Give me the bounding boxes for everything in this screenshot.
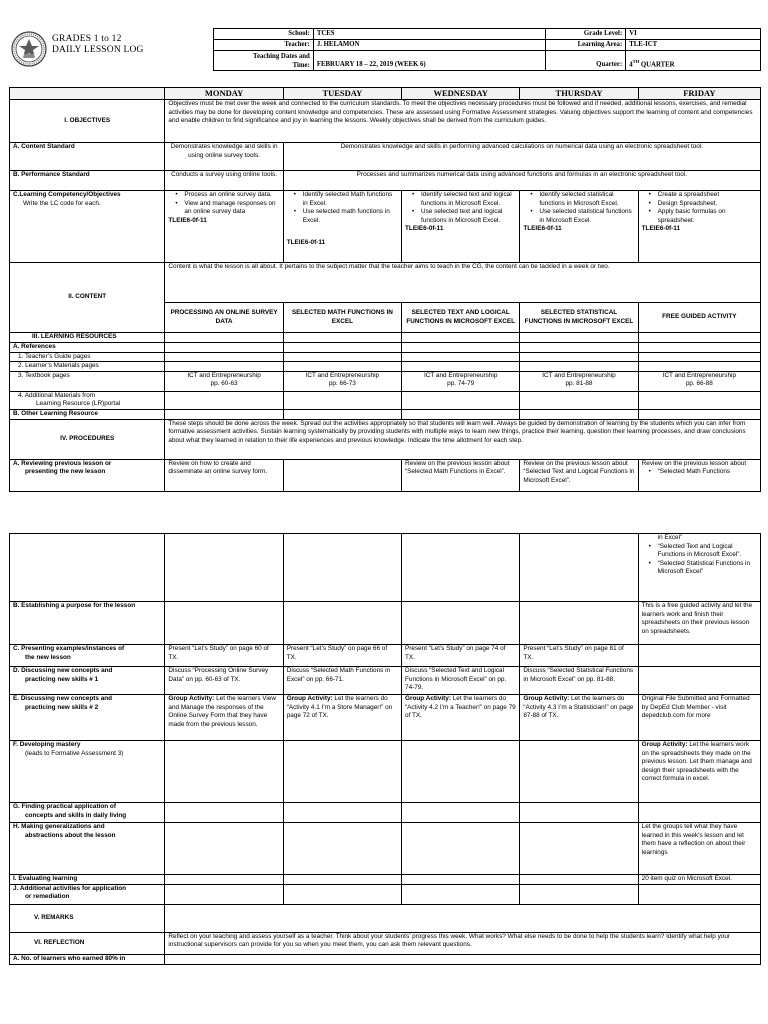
content-standard-monday: Demonstrates knowledge and skills in using online survey tools. [165,143,283,171]
day-wednesday: WEDNESDAY [402,88,520,100]
step-d-wednesday: Discuss “Selected Text and Logical Functions in Microsoft Excel” on pp. 74-79. [402,667,520,695]
textbook-thursday: ICT and Entrepreneurship pp. 81-88 [520,371,638,391]
day-tuesday: TUESDAY [283,88,401,100]
content-friday: FREE GUIDED ACTIVITY [638,303,760,333]
textbook-wednesday: ICT and Entrepreneurship pp. 74-79 [402,371,520,391]
objectives-text: Objectives must be met over the week and connected to the curriculum standards. To meet the objectives necessary procedures must be followed and if needed, additional lessons, exercises, and remedial activities may be done for developing content knowledge and competencies. These are assessed using Formative Assessment strategies. Valuing objectives support the learning of content and competencies and enable children to find significance and joy in learning the lessons. Weekly objectives shall be derived from the curriculum guides. [165,100,761,143]
step-e-label: E. Discussing new concepts and practicing new skills # 2 [10,695,165,741]
competency-thursday: • Identify selected statistical functions in Microsoft Excel. • Use selected statistical functions in Microsoft Excel. TLEIE6-0f-11 [520,191,638,263]
teacher-value: J. HELAMON [313,40,546,51]
quarter-label: Quarter: [546,51,626,71]
competency-tuesday: • Identify selected Math functions in Excel. • Use selected math functions in Excel. TLEIE6-0f-11 [283,191,401,263]
dll-table-page-1 [9,87,761,492]
step-a-tuesday [283,459,401,491]
school-value: TCES [313,29,546,40]
school-label: School: [214,29,314,40]
procedures-label: IV. PROCEDURES [10,419,165,459]
reflection-text: Reflect on your teaching and assess yourself as a teacher. Think about your students’ progress this week. What works? What else needs to be done to help the students learn? Identify what help your instructional supervisors can provide for you so when you meet them, you can ask them relevant questions. [165,932,761,954]
step-c-tuesday: Present “Let’s Study” on page 66 of TX. [283,645,401,667]
step-i-friday: 20 item quiz on Microsoft Excel. [638,875,760,885]
step-d-tuesday: Discuss “Selected Math Functions in Excel” on pp. 66-71. [283,667,401,695]
log-title [52,34,144,56]
learners-80-label: A. No. of learners who earned 80% in [10,954,165,964]
additional-materials-label: 4. Additional Materials from Learning Resource (LR)portal [10,391,165,409]
remarks-area [165,904,761,932]
title-line-2: DAILY LESSON LOG [52,45,144,55]
area-label: Learning Area: [546,40,626,51]
step-h-label: H. Making generalizations and abstractions about the lesson [10,823,165,875]
step-f-friday: Group Activity: Let the learners work on the spreadsheets they made on the previous lesson. Let them manage and design their spreadsheets with the correct formula in excel. [638,741,760,803]
step-d-monday: Discuss “Processing Online Survey Data” on pp. 60-63 of TX. [165,667,283,695]
step-c-monday: Present “Let’s Study” on page 60 of TX. [165,645,283,667]
content-standard-label: A. Content Standard [10,143,165,171]
step-c-wednesday: Present “Let’s Study” on page 74 of TX. [402,645,520,667]
dates-value: FEBRUARY 18 – 22, 2019 (WEEK 6) [313,51,546,71]
step-e-friday: Original File Submitted and Formatted by DepEd Club Member - visit depedclub.com for more [638,695,760,741]
step-g-label: G. Finding practical application of concepts and skills in daily living [10,803,165,823]
remarks-label: V. REMARKS [10,904,165,932]
competency-wednesday: • Identify selected text and logical functions in Microsoft Excel. • Use selected text and logical functions in Microsoft Excel. TLEIE6-0f-11 [402,191,520,263]
dll-table-page-2 [9,533,761,965]
step-e-tuesday: Group Activity: Let the learners do “Activity 4.1 I’m a Store Manager!” on page 72 of TX. [283,695,401,741]
step-e-wednesday: Group Activity: Let the learners do “Activity 4.2 I’m a Teacher!” on page 79 of TX. [402,695,520,741]
textbook-friday: ICT and Entrepreneurship pp. 66-88 [638,371,760,391]
performance-standard-label: B. Performance Standard [10,171,165,191]
step-c-label: C. Presenting examples/instances of the new lesson [10,645,165,667]
teacher-label: Teacher: [214,40,314,51]
page-header [9,28,761,74]
step-i-label: I. Evaluating learning [10,875,165,885]
day-monday: MONDAY [165,88,283,100]
step-j-label: J. Additional activities for application or remediation [10,884,165,904]
textbook-pages-label: 3. Textbook pages [10,371,165,391]
content-monday: PROCESSING AN ONLINE SURVEY DATA [165,303,283,333]
performance-standard-rest: Processes and summarizes numerical data using advanced functions and formulas in an electronic spreadsheet tool. [283,171,760,191]
dates-label: Teaching Dates and Time: [214,51,314,71]
step-b-label: B. Establishing a purpose for the lesson [10,602,165,645]
info-table [213,28,761,71]
competency-label: C.Learning Competency/Objectives Write the LC code for each. [10,191,165,263]
grade-value: VI [626,29,761,40]
competency-monday: • Process an online survey data. • View and manage responses on an online survey data TLEIE6-0f-11 [165,191,283,263]
textbook-tuesday: ICT and Entrepreneurship pp. 66-73 [283,371,401,391]
step-c-thursday: Present “Let’s Study” on page 81 of TX. [520,645,638,667]
content-wednesday: SELECTED TEXT AND LOGICAL FUNCTIONS IN MICROSOFT EXCEL [402,303,520,333]
title-line-1: GRADES 1 to 12 [52,34,122,44]
content-thursday: SELECTED STATISTICAL FUNCTIONS IN MICROSOFT EXCEL [520,303,638,333]
performance-standard-monday: Conducts a survey using online tools. [165,171,283,191]
tg-pages-label: 1. Teacher’s Guide pages [10,352,165,362]
step-d-label: D. Discussing new concepts and practicing new skills # 1 [10,667,165,695]
step-d-thursday: Discuss “Selected Statistical Functions in Microsoft Excel” on pp. 81-88. [520,667,638,695]
step-b-friday: This is a free guided activity and let the learners work and finish their spreadsheets on their previous lesson on spreadsheets. [638,602,760,645]
step-e-thursday: Group Activity: Let the learners do “Activity 4.3 I’m a Statistician!” on page 87-88 of TX. [520,695,638,741]
step-h-friday: Let the groups tell what they have learned in this week’s lesson and let them have a reflection on about their learnings [638,823,760,875]
reflection-label: VI. REFLECTION [10,932,165,954]
step-a-friday-continued: in Excel” • “Selected Text and Logical Functions in Microsoft Excel”. • “Selected Statistical Functions in Microsoft Excel” [638,534,760,602]
day-thursday: THURSDAY [520,88,638,100]
lm-pages-label: 2. Learner’s Materials pages [10,362,165,372]
step-a-monday: Review on how to create and disseminate an online survey form. [165,459,283,491]
objectives-label: I. OBJECTIVES [10,100,165,143]
learners-80-area [165,954,761,964]
step-a-friday: Review on the previous lesson about • “Selected Math Functions [638,459,760,491]
step-a-wednesday: Review on the previous lesson about “Selected Math Functions in Excel”. [402,459,520,491]
grade-label: Grade Level: [546,29,626,40]
corner-cell [10,88,165,100]
area-value: TLE-ICT [626,40,761,51]
step-e-monday: Group Activity: Let the learners View and Manage the responses of the Online Survey Form that they have made from the previous lesson. [165,695,283,741]
step-a-thursday: Review on the previous lesson about “Selected Text and Logical Functions in Microsoft Excel”. [520,459,638,491]
content-note: Content is what the lesson is all about. It pertains to the subject matter that the teacher aims to teach in the CG, the content can be tackled in a week or two. [165,263,761,303]
day-friday: FRIDAY [638,88,760,100]
textbook-monday: ICT and Entrepreneurship pp. 60-63 [165,371,283,391]
quarter-value: 4TH QUARTER [626,51,761,71]
step-f-label: F. Developing mastery (leads to Formative Assessment 3) [10,741,165,803]
procedures-note: These steps should be done across the week. Spread out the activities appropriately so that students will learn well. Always be guided by demonstration of learning by the students which you can infer from formative assessment activities. Sustain learning systematically by providing students with multiple ways to learn new things, practice their learning, question their learning processes, and draw conclusions about what they learned in relation to their life experiences and previous knowledge. Indicate the time allotment for each step. [165,419,761,459]
step-a-label: A. Reviewing previous lesson or presenting the new lesson [10,459,165,491]
content-label: II. CONTENT [10,263,165,333]
content-standard-rest: Demonstrates knowledge and skills in performing advanced calculations on numerical data using an electronic spreadsheet tool. [283,143,760,171]
competency-friday: • Create a spreadsheet • Design Spreadsheet. • Apply basic formulas on spreadsheet. TLEIE6-0f-11 [638,191,760,263]
deped-seal-icon [11,31,47,67]
references-label: A. References [10,343,165,353]
content-tuesday: SELECTED MATH FUNCTIONS IN EXCEL [283,303,401,333]
resources-label: III. LEARNING RESOURCES [10,333,165,343]
other-resources-label: B. Other Learning Resource [10,409,165,419]
